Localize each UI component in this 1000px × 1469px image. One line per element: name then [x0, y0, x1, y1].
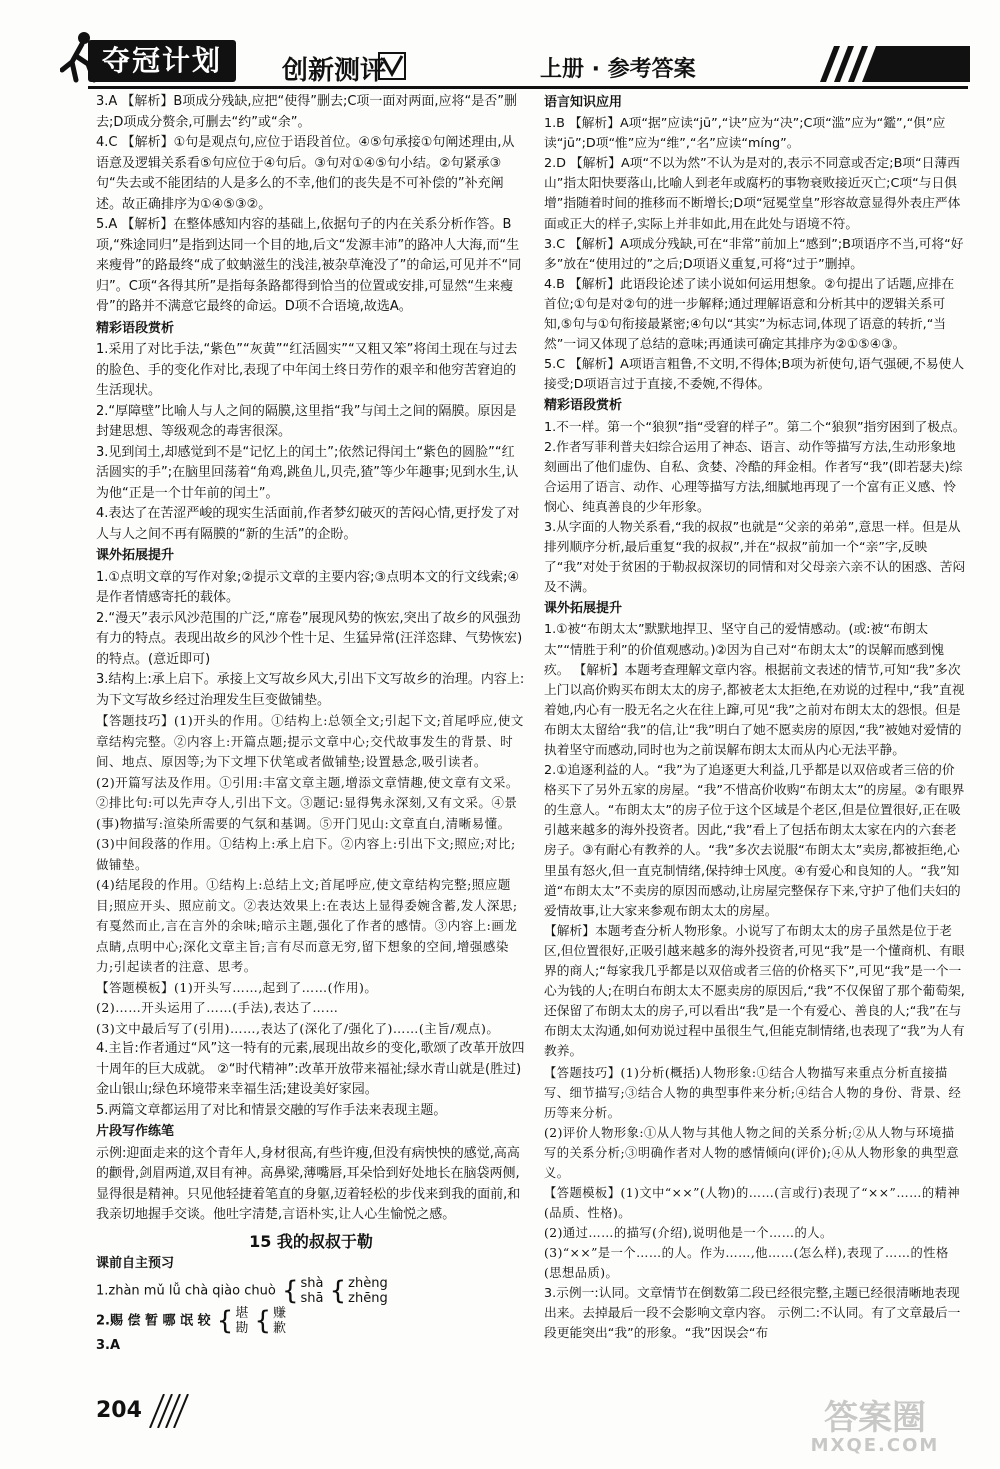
answer-item: (4)结尾段的作用。①结构上:总结上文;首尾呼应,使文章结构完整;照应题目;照应开头、照应前文。②表达效果上:在表达上显得委婉含蓄,发人深思;有戛然而止,言在言外的余味;暗示主题,强化了作者的感情。③内容上:画龙点睛,点明中心;深化文章主旨;言有尽而意无穷,留下想象的空间,增强感染力;引起读者的注意、思考。 — [96, 877, 518, 974]
answer-item: 【答题模板】(1)文中“××”(人物)的……(言或行)表现了“××”……的精神(品质、性格)。 — [544, 1186, 961, 1221]
answer-item: 5.A 【解析】在整体感知内容的基础上,依据句子的内在关系分析作答。B项,“殊途同归”是指到达同一个目的地,后文“发源丰沛”的路冲人大海,而“生来瘦骨”的路最终“成了蚊蚋滋生的浅洼,被杂草淹没了”的命运,可见并不“同归”。C项“各得其所”是指每条路都得到恰当的位置或安排,可显然“生来瘦骨”的路并不满意它最终的命运。D项不合语境,故选A。 — [96, 217, 522, 314]
answer-item: 2.作者写菲利普夫妇综合运用了神态、语言、动作等描写方法,生动形象地刻画出了他们虚伪、自私、贪婪、冷酷的拜金相。作者写“我”(即若瑟夫)综合运用了语言、动作、心理等描写方法,细腻地再现了一个富有正义感、怜悯心、纯真善良的少年形象。 — [544, 439, 963, 515]
answer-item: 3.A 【解析】B项成分残缺,应把“使得”删去;C项一面对两面,应将“是否”删去;D项成分赘余,可删去“约”或“余”。 — [96, 94, 518, 130]
section-heading: 课前自主预习 — [96, 1256, 175, 1271]
left-column — [96, 92, 526, 1356]
answer-item: 示例:迎面走来的这个青年人,身材很高,有些许瘦,但没有病怏怏的感觉,高高的颧骨,剑眉两道,双目有神。高鼻梁,薄嘴唇,耳朵恰到好处地长在脑袋两侧,显得很是精神。只见他轻捷着笔直的身躯,迈着轻松的步伐来到我的面前,和我亲切地握手交谈。他吐字清楚,言语朴实,让人心生愉悦之感。 — [96, 1145, 521, 1222]
answer-item: 【答题技巧】(1)开头的作用。①结构上:总领全文;引起下文;首尾呼应,使文章结构完整。②内容上:开篇点题;提示文章中心;交代故事发生的背景、时间、地点、原因等;为下文埋下伏笔或者做铺垫;设置悬念,吸引读者。 — [96, 713, 524, 769]
brace-icon: { — [216, 1305, 234, 1336]
brand-logo: 夺冠计划 — [88, 40, 236, 82]
pinyin-pair-b — [348, 1276, 388, 1306]
answer-item: 1.B 【解析】A项“据”应读“jū”,“诀”应为“决”;C项“滥”应为“鑑”,“俱”应读“jū”;D项“惟”应为“维”,“名”应读“míng”。 — [544, 116, 946, 152]
pinyin-b2: zhēng — [348, 1290, 388, 1306]
answer-item: 5.两篇文章都运用了对比和情景交融的写作手法来表现主题。 — [96, 1102, 447, 1118]
pinyin-a2: shā — [300, 1290, 324, 1306]
brace-icon: { — [254, 1305, 272, 1336]
section-heading: 课外拓展提升 — [544, 601, 623, 617]
character-answers — [96, 1306, 526, 1336]
answer-item: 【解析】本题考查分析人物形象。小说写了布朗太太的房子虽然是位于老区,但位置很好,正吸引越来越多的海外投资者,可见“我”是一个懂商机、有眼界的商人;“每家我几乎都是以双倍或者三倍的价格买下”,可见“我”是一个一心为钱的人;在明白布朗太太不愿卖房的原因后,“我”不仅保留了那个葡萄架,还保留了布朗太太的房子,可以看出“我”是一个有爱心、善良的人;“我”在与布朗太太沟通,如何劝说过程中虽很生气,但能克制情绪,也表现了“我”为人有教养。 — [544, 923, 965, 1060]
section-heading: 精彩语段赏析 — [96, 320, 175, 336]
chars-pair-b — [273, 1306, 286, 1336]
answer-item: 2.D 【解析】A项“不以为然”不认为是对的,表示不同意或否定;B项“日薄西山”指太阳快要落山,比喻人到老年或腐朽的事物衰败接近灭亡;C项“与日俱增”指随着时间的推移而不断增长;D项“冠冕堂皇”形容故意显得外表庄严体面或正大的样子,实际上并非如此,用在此处与语境不符。 — [544, 156, 961, 232]
chars-a2: 勘 — [235, 1320, 249, 1336]
brand-name: 创新测评 — [282, 56, 387, 86]
chars-pair-a — [235, 1306, 248, 1336]
answer-item: 2.“漫天”表示风沙范围的广泛,“席卷”展现风势的恢宏,突出了故乡的风强劲有力的特点。表现出故乡的风沙个性十足、生猛异常(汪洋恣肆、气势恢宏)的特点。(意近即可) — [96, 610, 523, 667]
pinyin-b1: zhèng — [348, 1275, 388, 1291]
page-number: 204 — [96, 1398, 142, 1423]
section-heading: 片段写作练笔 — [96, 1124, 175, 1139]
answer-item: (2)评价人物形象:①从人物与其他人物之间的关系分析;②从人物与环境描写的关系分析;③明确作者对人物的感情倾向(评价);④从人物形象的典型意义。 — [544, 1125, 960, 1180]
pinyin-answers — [96, 1276, 526, 1306]
answer-item: 3.结构上:承上启下。承接上文写故乡风大,引出下文写故乡的治理。内容上:为下文写故乡经过治理发生巨变做铺垫。 — [96, 672, 525, 708]
answer-item: 3.A — [96, 1337, 121, 1353]
pinyin-pair-a — [301, 1276, 324, 1306]
check-icon — [378, 52, 406, 80]
answer-item: (2)……开头运用了……(手法),表达了…… — [96, 1000, 339, 1015]
watermark-text: 答案圈 — [824, 1398, 926, 1438]
section-title: 上册 · 参考答案 — [540, 57, 696, 82]
answer-item: 4.B 【解析】此语段论述了读小说如何运用想象。②句提出了话题,应排在首位;①句是对②句的进一步解释;通过理解语意和分析其中的逻辑关系可知,⑤句与①句衔接最紧密;④句以“其实”为标志词,体现了语意的转折,“当然”一词又体现了总结的意味;再通读可确定其排序为②①⑤④③。 — [544, 276, 955, 353]
page-header — [0, 0, 1000, 90]
answer-item: 1.①点明文章的写作对象;②提示文章的主要内容;③点明本文的行文线索;④是作者情感寄托的载体。 — [96, 569, 520, 605]
answer-item: (2)开篇写法及作用。①引用:丰富文章主题,增添文章情趣,使文章有文采。②排比句:可以先声夺人,引出下文。③题记:显得隽永深刻,又有文采。④景(事)物描写:渲染所需要的气氛和基调。⑤开门见山:文章直白,清晰易懂。 — [96, 774, 519, 831]
answer-item: 3.示例一:认同。文章情节在倒数第二段已经很完整,主题已经很清晰地表现出来。去掉最后一段不会影响文章内容。 示例二:不认同。有了文章最后一段更能突出“我”的形象。“我”因误会“布 — [544, 1285, 961, 1341]
chars-b2: 歉 — [273, 1320, 287, 1336]
answer-item: 4.主旨:作者通过“风”这一特有的元素,展现出故乡的变化,歌颂了改革开放四十周年的巨大成就。 ②“时代精神”:改革开放带来福祉;绿水青山就是(胜过)金山银山;绿色环境带来幸福生活;建设美好家园。 — [96, 1041, 525, 1097]
chapter-title: 15 我的叔叔于勒 — [249, 1231, 373, 1251]
answer-item: 4.C 【解析】①句是观点句,应位于语段首位。④⑤句承接①句阐述理由,从语意及逻辑关系看⑤句应位于④句后。③句对①④⑤句小结。②句紧承③句“失去或不能团结的人是多么的不幸,他们的丧失是不可补偿的”补充阐述。故正确排序为①④⑤③②。 — [96, 135, 515, 212]
answer-item: (3)中间段落的作用。①结构上:承上启下。②内容上:引出下文;照应;对比;做铺垫。 — [96, 836, 516, 872]
pinyin-a1: shà — [300, 1275, 324, 1291]
answer-item: 4.表达了在苦涩严峻的现实生活面前,作者梦幻破灭的苦闷心情,更抒发了对人与人之间不再有隔膜的“新的生活”的企盼。 — [96, 506, 520, 542]
answer-item: 3.见到闰土,却感觉到不是“记忆上的闰土”;依然记得闰土“紫色的圆脸”“红活圆实的手”;在脑里回荡着“角鸡,跳鱼儿,贝壳,猹”等少年趣事;见到水生,认为他“正是一个廿年前的闰土”。 — [96, 444, 519, 501]
answer-item: (3)“××”是一个……的人。作为……,他……(怎么样),表现了……的性格(思想品质)。 — [544, 1246, 949, 1281]
answer-item: (2)通过……的描写(介绍),说明他是一个……的人。 — [544, 1226, 833, 1241]
section-heading: 课外拓展提升 — [96, 548, 175, 563]
page-footer — [96, 1394, 206, 1428]
brace-icon: { — [329, 1275, 347, 1306]
decorative-stripes — [800, 46, 970, 82]
brace-icon: { — [281, 1275, 299, 1306]
decorative-stripes — [146, 1394, 206, 1428]
watermark — [780, 1390, 970, 1460]
pinyin-line: 1.zhàn mǔ lǚ chà qiào chuò — [96, 1283, 276, 1298]
answer-item: 【答题模板】(1)开头写……,起到了……(作用)。 — [96, 979, 378, 995]
answer-item: (3)文中最后写了(引用)……,表达了(深化了/强化了)……(主旨/观点)。 — [96, 1020, 500, 1036]
answer-item: 2.①追逐利益的人。“我”为了追逐更大利益,几乎都是以双倍或者三倍的价格买下了另外五家的房屋。“我”不惜高价收购“布朗太太”的房屋。②有眼界的生意人。“布朗太太”的房子位于这个区域是个老区,但是位置很好,正在吸引越来越多的海外投资者。因此,“我”看上了包括布朗太太家在内的六套老房子。③有耐心有教养的人。“我”多次去说服“布朗太太”卖房,都被拒绝,心里虽有怒火,但一直克制情绪,保持绅士风度。④有爱心和良知的人。“我”知道“布朗太太”不卖房的原因而感动,让房屋完整保存下来,守护了他们夫妇的爱情故事,让大家来参观布朗太太的房屋。 — [544, 763, 965, 919]
answer-item: 1.不一样。第一个“狼狈”指“受窘的样子”。第二个“狼狈”指穷困到了极点。 — [544, 419, 966, 435]
section-heading: 精彩语段赏析 — [544, 398, 623, 414]
answer-item: 1.采用了对比手法,“紫色”“灰黄”“红活圆实”“又粗又笨”将闰土现在与过去的脸色、手的变化作对比,表现了中年闰土终日劳作的艰辛和他穷苦窘迫的生活现状。 — [96, 342, 518, 398]
watermark-url: MXQE.COM — [810, 1435, 940, 1456]
right-column — [544, 92, 966, 1344]
header-rule — [88, 86, 968, 89]
answer-item: 1.①被“布朗太太”默默地捍卫、坚守自己的爱情感动。(或:被“布朗太太”“情胜于利”的价值观感动。)②因为自己对“布朗太太”的误解而感到愧疚。 【解析】本题考查理解文章内容。根据前文表述的情节,可知“我”多次上门以高价购买布朗太太的房子,都被老太太拒绝,在劝说的过程中,“我”直视着她,内心有一股无名之火在往上蹿,可见“我”之前对布朗太太的怨恨。但是布朗太太留给“我”的信,让“我”明白了她不愿卖房的原因,“我”被她对爱情的执着坚守而感动,同时也为之前误解布朗太太而从内心无法平静。 — [544, 622, 965, 758]
chars-a1: 堪 — [235, 1305, 249, 1321]
answer-item: 3.从字面的人物关系看,“我的叔叔”也就是“父亲的弟弟”,意思一样。但是从排列顺序分析,最后重复“我的叔叔”,并在“叔叔”前加一个“亲”字,反映了“我”对处于贫困的于勒叔叔深切的同情和对父母亲六亲不认的困惑、苦闷及不满。 — [544, 519, 966, 596]
answer-item: 2.“厚障壁”比喻人与人之间的隔膜,这里指“我”与闰土之间的隔膜。原因是封建思想、等级观念的毒害很深。 — [96, 403, 517, 439]
answer-item: 5.C 【解析】A项语言粗鲁,不文明,不得体;B项为祈使句,语气强硬,不易使人接受;D项语言过于直接,不委婉,不得体。 — [544, 357, 965, 393]
chars-b1: 赚 — [273, 1305, 287, 1321]
chars-line: 2.赐 偿 暂 哪 氓 较 — [96, 1313, 211, 1328]
answer-item: 3.C 【解析】A项成分残缺,可在“非常”前加上“感到”;B项语序不当,可将“好多”放在“使用过的”之后;D项语义重复,可将“过于”删掉。 — [544, 236, 964, 272]
section-heading: 语言知识应用 — [544, 95, 623, 110]
answer-item: 【答题技巧】(1)分析(概括)人物形象:①结合人物描写来重点分析直接描写、细节描写;③结合人物的典型事件来分析;④结合人物的身份、背景、经历等来分析。 — [544, 1065, 962, 1120]
